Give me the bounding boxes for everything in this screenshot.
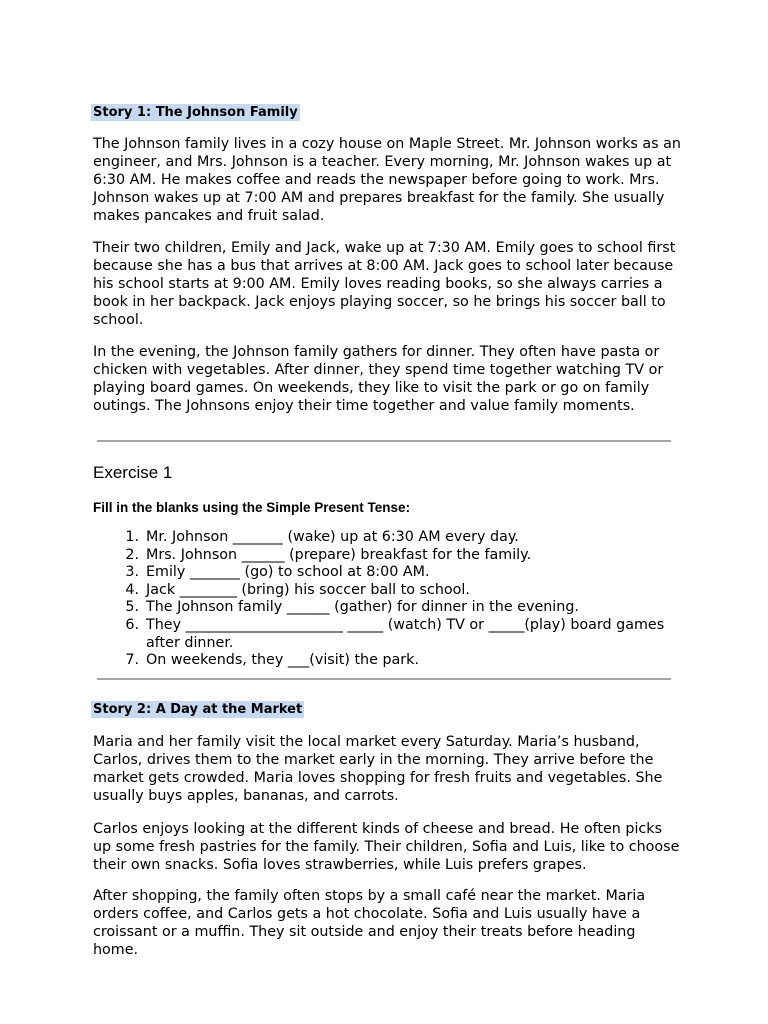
exercise1-item [93, 582, 683, 600]
section-divider-1 [97, 440, 671, 442]
story2-paragraph-2: Carlos enjoys looking at the different kinds of cheese and bread. He often picks up some fresh pastries for the family. Their children, Sofia and Luis, like to choose their own snacks. Sofia loves strawberries, while Luis prefers grapes. [93, 821, 680, 873]
exercise1-item [93, 652, 683, 670]
exercise1-item [93, 599, 683, 617]
item-text: Emily _______ (go) to school at 8:00 AM. [146, 564, 430, 581]
item-number: 2. [125, 546, 139, 563]
story1-heading: Story 1: The Johnson Family [93, 105, 298, 120]
story1-paragraph-1: The Johnson family lives in a cozy house on Maple Street. Mr. Johnson works as an engineer, and Mrs. Johnson is a teacher. Every morning, Mr. Johnson wakes up at 6:30 AM. He makes coffee and reads the newspaper before going to work. Mrs. Johnson wakes up at 7:00 AM and prepares breakfast for the family. She usually makes pancakes and fruit salad. [93, 136, 681, 224]
item-number: 4. [125, 581, 139, 598]
exercise1-item [93, 547, 683, 565]
item-text: Mr. Johnson _______ (wake) up at 6:30 AM every day. [146, 529, 519, 545]
item-text: On weekends, they ___(visit) the park. [146, 652, 420, 669]
exercise1-item [93, 529, 683, 547]
item-text: Jack ________ (bring) his soccer ball to school. [146, 581, 470, 598]
exercise1-list [93, 529, 683, 670]
item-number: 7. [125, 652, 139, 669]
story2-paragraph-1: Maria and her family visit the local market every Saturday. Maria’s husband, Carlos, drives them to the market early in the morning. They arrive before the market gets crowded. Maria loves shopping for fresh fruits and vegetables. She usually buys apples, bananas, and carrots. [93, 734, 663, 804]
story1-paragraph-3: In the evening, the Johnson family gathers for dinner. They often have pasta or chicken with vegetables. After dinner, they spend time together watching TV or playing board games. On weekends, they like to visit the park or go on family outings. The Johnsons enjoy their time together and value family moments. [93, 344, 664, 414]
exercise1-item [93, 617, 683, 652]
section-divider-2 [97, 678, 671, 680]
item-number: 6. [125, 616, 139, 633]
item-text: Mrs. Johnson ______ (prepare) breakfast for the family. [146, 546, 532, 563]
exercise1-item [93, 564, 683, 582]
item-number: 1. [125, 529, 139, 545]
item-number: 3. [125, 564, 139, 581]
story2-heading: Story 2: A Day at the Market [93, 702, 303, 717]
exercise1-instruction: Fill in the blanks using the Simple Present Tense: [93, 500, 411, 515]
story1-paragraph-2: Their two children, Emily and Jack, wake up at 7:30 AM. Emily goes to school first because she has a bus that arrives at 8:00 AM. Jack goes to school later because his school starts at 9:00 AM. Emily loves reading books, so she always carries a book in her backpack. Jack enjoys playing soccer, so he brings his soccer ball to school. [93, 240, 676, 328]
exercise1-title: Exercise 1 [93, 463, 173, 482]
item-number: 5. [125, 599, 139, 616]
story2-paragraph-3: After shopping, the family often stops by a small café near the market. Maria orders coffee, and Carlos gets a hot chocolate. Sofia and Luis usually have a croissant or a muffin. They sit outside and enjoy their treats before heading home. [93, 888, 646, 958]
item-text: They ______________________ _____ (watch) TV or _____(play) board games after dinner. [146, 616, 665, 651]
item-text: The Johnson family ______ (gather) for dinner in the evening. [146, 599, 579, 616]
